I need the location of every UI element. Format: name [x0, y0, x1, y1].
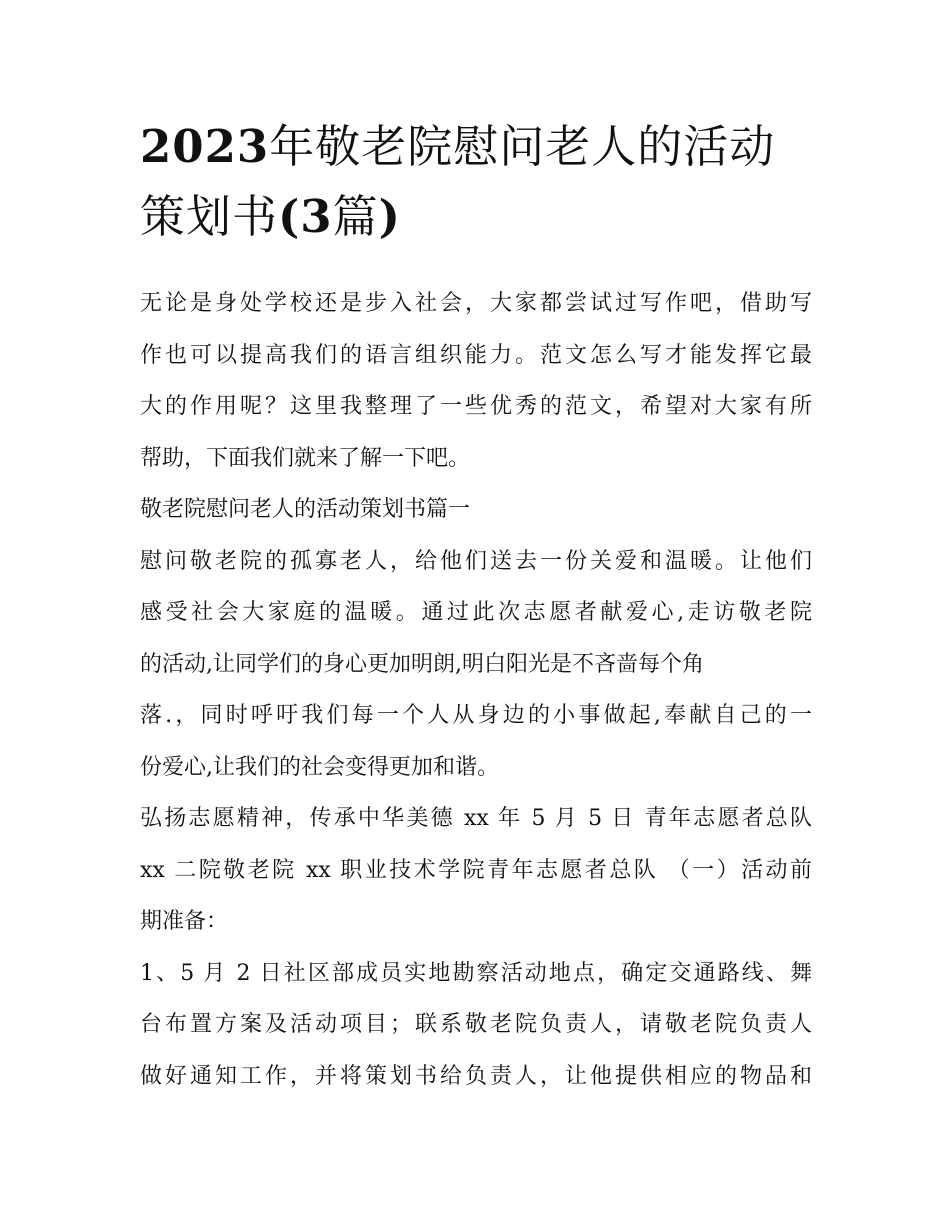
- section-heading: [140, 484, 812, 536]
- title-text-2: 策划书: [140, 190, 279, 243]
- text-line: 大的作用呢？这里我整理了一些优秀的范文，希望对大家有所: [140, 394, 812, 419]
- step-1-paragraph: [140, 948, 812, 1103]
- text-line: 帮助，下面我们就来了解一下吧。: [140, 445, 471, 471]
- title-count-close: ): [378, 190, 401, 243]
- title-line-1: [140, 112, 812, 182]
- text-line: 敬老院慰问老人的活动策划书篇一: [140, 497, 471, 522]
- text-line: 做好通知工作，并将策划书给负责人，让他提供相应的物品和: [140, 1063, 812, 1089]
- text-line: 弘扬志愿精神，传承中华美德 xx 年 5 月 5 日 青年志愿者总队: [140, 806, 812, 831]
- theme-paragraph: [140, 793, 812, 948]
- text-line: 慰问敬老院的孤寡老人，给他们送去一份关爱和温暖。让他们: [140, 548, 812, 574]
- intro-paragraph: [140, 278, 812, 484]
- text-line: 无论是身处学校还是步入社会，大家都尝试过写作吧，借助写: [140, 291, 812, 316]
- title-year: 2023: [140, 120, 270, 173]
- text-line: 台布置方案及活动项目；联系敬老院负责人，请敬老院负责人: [140, 1012, 812, 1037]
- document-body: [140, 278, 812, 1102]
- title-text-3: 篇: [332, 190, 379, 243]
- title-text-1: 年敬老院慰问老人的活动: [269, 120, 776, 173]
- document-page: [140, 112, 812, 1102]
- text-line: 作也可以提高我们的语言组织能力。范文怎么写才能发挥它最: [140, 342, 812, 368]
- text-line: 感受社会大家庭的温暖。通过此次志愿者献爱心,走访敬老院: [140, 600, 812, 625]
- text-line: 份爱心,让我们的社会变得更加和谐。: [140, 754, 499, 780]
- text-line: 期准备：: [140, 909, 229, 934]
- title-line-2: [140, 182, 812, 252]
- document-title: [140, 112, 812, 252]
- title-count-open: (3: [278, 190, 333, 243]
- text-line: 落.，同时呼吁我们每一个人从身边的小事做起,奉献自己的一: [140, 703, 812, 728]
- purpose-paragraph: [140, 536, 812, 794]
- text-line: 的活动,让同学们的身心更加明朗,明白阳光是不吝啬每个角: [140, 651, 704, 677]
- text-line: 1、5 月 2 日社区部成员实地勘察活动地点，确定交通路线、舞: [140, 960, 812, 986]
- text-line: xx 二院敬老院 xx 职业技术学院青年志愿者总队 （一）活动前: [140, 857, 812, 883]
